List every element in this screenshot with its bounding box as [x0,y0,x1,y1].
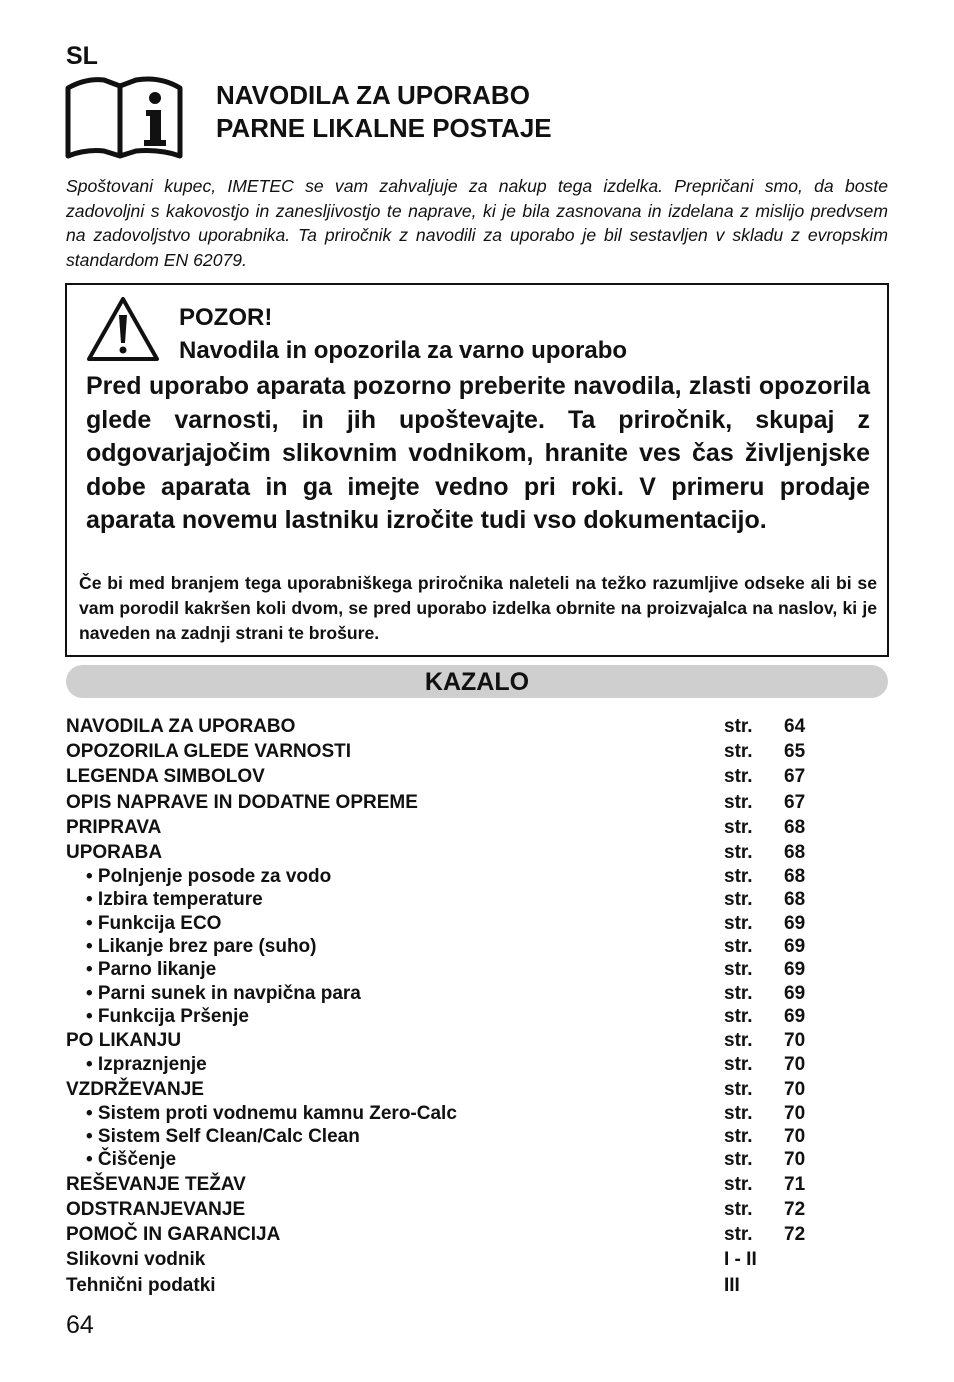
toc-entry-prefix: str. [724,741,753,763]
toc-entry-page: 67 [784,766,806,788]
toc-entry-prefix: str. [724,889,753,911]
toc-entry-page: 68 [784,816,806,838]
toc-entry-page: 70 [784,1054,806,1076]
toc-row [66,1197,826,1222]
toc-entry-prefix: str. [724,1005,753,1027]
toc-row [66,912,826,935]
toc-entry-title: REŠEVANJE TEŽAV [66,1173,246,1195]
toc-entry-prefix: str. [724,866,753,888]
toc-entry-page: 70 [784,1149,806,1171]
toc-entry-page: 69 [784,1005,806,1027]
toc-entry-title: • Sistem proti vodnemu kamnu Zero-Calc [86,1102,457,1124]
toc-entry-prefix: str. [724,1102,753,1124]
language-code: SL [66,42,98,70]
toc-row [66,1172,826,1197]
toc-entry-title: • Likanje brez pare (suho) [86,936,317,958]
warning-note: Če bi med branjem tega uporabniškega priročnika naleteli na težko razumljive odseke ali bi se vam porodil kakršen koli dvom, se pred uporabo izdelka obrnite na proizvajalca na naslov, ki je naveden na zadnji strani te brošure. [79,573,877,643]
warning-triangle-icon [86,295,160,363]
info-book-icon [64,72,184,160]
toc-row [66,1148,826,1171]
toc-row [66,1222,826,1247]
toc-entry-page: 68 [784,866,806,888]
toc-row [66,1005,826,1028]
toc-entry-page: 71 [784,1173,806,1195]
toc-entry-prefix: III [724,1274,740,1296]
toc-entry-title: POMOČ IN GARANCIJA [66,1224,281,1246]
toc-entry-prefix: str. [724,716,753,737]
toc-row [66,714,826,739]
toc-entry-prefix: str. [724,1224,753,1246]
toc-row [66,1247,826,1272]
title-line: PARNE LIKALNE POSTAJE [216,113,552,143]
toc-row [66,888,826,911]
toc-entry-page: 69 [784,959,806,981]
toc-entry-title: • Izpraznjenje [86,1054,207,1076]
toc-entry-prefix: str. [724,1126,753,1148]
toc-entry-prefix: str. [724,936,753,958]
intro-paragraph: Spoštovani kupec, IMETEC se vam zahvaljuje za nakup tega izdelka. Prepričani smo, da boste zadovoljni s kakovostjo in zanesljivostjo te naprave, ki je bila zasnovana in izdelana z mislijo predvsem na zadovoljstvo uporabnika. Ta priročnik z navodili za uporabo je bil sestavljen v skladu z evropskim standardom EN 62079. [66,176,888,270]
toc-entry-prefix: str. [724,1030,753,1052]
toc-row [66,958,826,981]
toc-entry-prefix: I - II [724,1249,757,1271]
toc-row [66,764,826,789]
toc-entry-title: • Funkcija ECO [86,912,222,934]
toc-row [66,840,826,865]
toc-header-bar [66,665,888,698]
toc-entry-page: 68 [784,841,806,863]
warning-title: POZOR! [179,304,273,331]
toc-entry-title: OPIS NAPRAVE IN DODATNE OPREME [66,791,418,813]
warning-heading [179,301,627,367]
toc-row [66,1053,826,1076]
toc-entry-page: 70 [784,1078,806,1100]
toc-entry-page: 64 [784,716,806,737]
page-number: 64 [66,1311,94,1339]
toc-entry-title: • Funkcija Pršenje [86,1005,249,1027]
toc-entry-page: 69 [784,912,806,934]
toc-entry-title: • Čiščenje [86,1149,177,1171]
toc-entry-title: NAVODILA ZA UPORABO [66,716,296,737]
toc-row [66,790,826,815]
toc-entry-page: 65 [784,741,806,763]
toc-entry-title: • Polnjenje posode za vodo [86,866,332,888]
toc-row [66,935,826,958]
toc-entry-prefix: str. [724,766,753,788]
toc-entry-page: 69 [784,982,806,1004]
warning-subtitle: Navodila in opozorila za varno uporabo [179,337,628,364]
toc-entry-page: 67 [784,791,806,813]
toc-row [66,1273,826,1298]
toc-row [66,815,826,840]
toc-entry-title: LEGENDA SIMBOLOV [66,766,265,788]
toc-entry-title: PO LIKANJU [66,1030,182,1052]
toc-entry-prefix: str. [724,1078,753,1100]
toc-entry-prefix: str. [724,1054,753,1076]
toc-entry-prefix: str. [724,959,753,981]
toc-entry-prefix: str. [724,1149,753,1171]
toc-entry-title: Tehnični podatki [66,1274,216,1296]
toc-row [66,1125,826,1148]
toc-entry-page: 70 [784,1126,806,1148]
toc-entry-title: • Sistem Self Clean/Calc Clean [86,1126,360,1148]
warning-box [65,283,889,657]
toc-heading: KAZALO [424,668,530,696]
toc-entry-prefix: str. [724,1173,753,1195]
toc-entry-prefix: str. [724,816,753,838]
document-title [216,79,552,145]
toc-entry-page: 70 [784,1030,806,1052]
toc-entry-page: 72 [784,1224,806,1246]
toc-entry-title: ODSTRANJEVANJE [66,1198,246,1220]
toc-entry-title: PRIPRAVA [66,816,162,838]
table-of-contents [66,714,826,1298]
toc-entry-prefix: str. [724,791,753,813]
toc-entry-prefix: str. [724,841,753,863]
toc-entry-page: 69 [784,936,806,958]
toc-entry-prefix: str. [724,1198,753,1220]
toc-entry-page: 70 [784,1102,806,1124]
toc-entry-title: • Izbira temperature [86,889,263,911]
toc-entry-title: • Parno likanje [86,959,217,981]
warning-main-text: Pred uporabo aparata pozorno preberite navodila, zlasti opozorila glede varnosti, in jih upoštevajte. Ta priročnik, skupaj z odgovarjajočim slikovnim vodnikom, hranite ves čas življenjske dobe aparata in ga imejte vedno pri roki. V primeru prodaje aparata novemu lastniku izročite tudi vso dokumentacijo. [86,372,870,534]
toc-entry-title: • Parni sunek in navpična para [86,982,361,1004]
toc-row [66,1102,826,1125]
toc-row [66,1077,826,1102]
toc-entry-prefix: str. [724,912,753,934]
toc-entry-title: OPOZORILA GLEDE VARNOSTI [66,741,352,763]
toc-row [66,1028,826,1053]
title-line: NAVODILA ZA UPORABO [216,80,530,110]
toc-row [66,982,826,1005]
toc-entry-page: 72 [784,1198,806,1220]
toc-entry-title: Slikovni vodnik [66,1249,206,1271]
toc-entry-prefix: str. [724,982,753,1004]
toc-row [66,739,826,764]
toc-entry-title: UPORABA [66,841,163,863]
toc-entry-page: 68 [784,889,806,911]
toc-row [66,865,826,888]
toc-entry-title: VZDRŽEVANJE [66,1078,204,1100]
